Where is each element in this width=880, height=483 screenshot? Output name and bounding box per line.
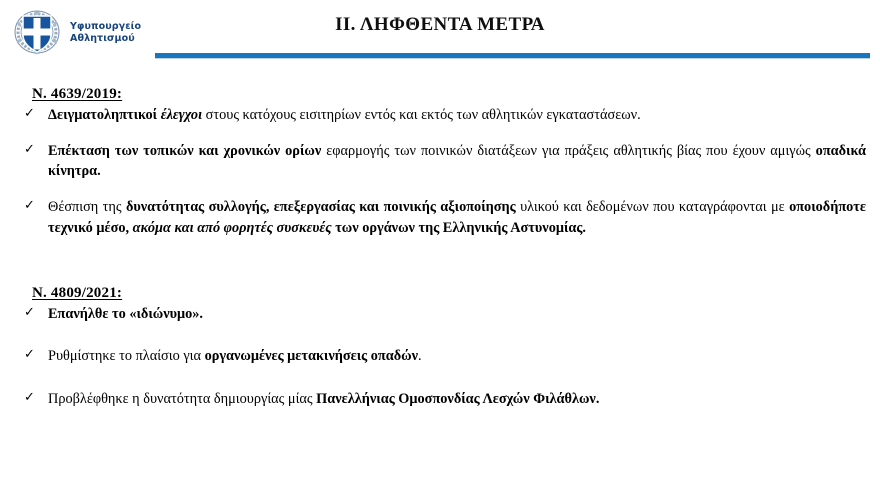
list-item [22,304,866,325]
law-heading: Ν. 4639/2019: [32,86,123,102]
list-item-text: Επανήλθε το «ιδιώνυμο». [48,305,204,322]
list-item [22,105,866,126]
check-icon: ✓ [24,106,35,121]
check-icon: ✓ [24,198,35,214]
list-item [22,389,866,410]
law-section-4639 [22,86,866,239]
list-item-text: Προβλέφθηκε η δυνατότητα δημιουργίας μίας Πανελλήνιας Ομοσπονδίας Λεσχών Φιλάθλων. [48,391,600,408]
organization-line-2: Αθλητισμού [70,33,135,44]
list-item-text: Θέσπιση της δυνατότητας συλλογής, επεξεργασίας και ποινικής αξιοποίησης υλικού και δεδομένων που καταγράφονται με οποιοδήποτε τεχνικό μέσο, ακόμα και από φορητές συσκευές των οργάνων της Ελληνικής Αστυνομίας. [48,199,866,236]
check-icon: ✓ [24,347,35,363]
measure-list [22,304,866,410]
measure-list [22,105,866,239]
check-icon: ✓ [24,304,35,320]
header-divider-shadow [155,58,870,59]
law-section-4809 [22,285,866,410]
check-icon: ✓ [24,390,35,406]
list-item [22,197,866,238]
organization-line-1: Υφυπουργείο [70,21,142,33]
list-item-text: Επέκταση των τοπικών και χρονικών ορίων εφαρμογής των ποινικών διατάξεων για πράξεις αθλητικής βίας που έχουν αμιγώς οπαδικά κίνητρα. [48,142,866,180]
list-item-text: Ρυθμίστηκε το πλαίσιο για οργανωμένες μετακινήσεις οπαδών. [48,348,422,365]
slide-content [0,70,880,410]
list-item [22,346,866,367]
check-icon: ✓ [24,141,35,157]
page-title: ΙΙ. ΛΗΦΘΕΝΤΑ ΜΕΤΡΑ [335,14,545,35]
law-heading: Ν. 4809/2021: [32,284,123,301]
slide-header [0,0,880,70]
list-item [22,141,866,182]
list-item-text: Δειγματοληπτικοί έλεγχοι στους κατόχους εισιτηρίων εντός και εκτός των αθλητικών εγκαταστάσεων. [48,107,641,123]
